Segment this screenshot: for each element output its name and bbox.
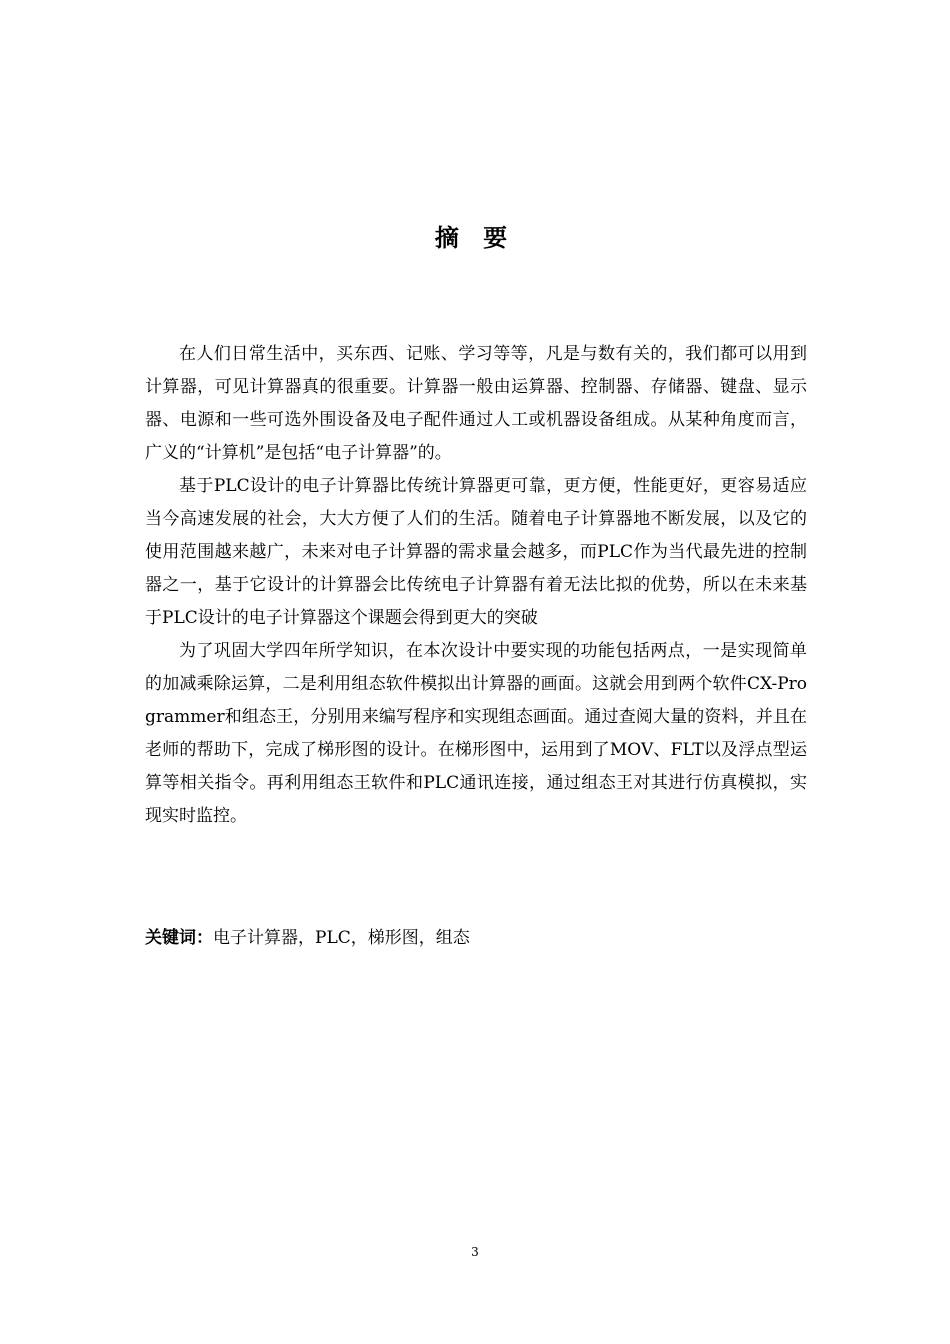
keywords-line bbox=[145, 922, 807, 955]
page-number: 3 bbox=[471, 1245, 479, 1259]
keywords-list: 电子计算器，PLC，梯形图，组态 bbox=[213, 928, 470, 948]
abstract-paragraph-1: 在人们日常生活中，买东西、记账、学习等等，凡是与数有关的，我们都可以用到计算器，可见计算器真的很重要。计算器一般由运算器、控制器、存储器、键盘、显示器、电源和一些可选外围设备及电子配件通过人工或机器设备组成。从某种角度而言，广义的“计算机”是包括“电子计算器”的。 bbox=[145, 344, 807, 463]
abstract-body bbox=[145, 338, 807, 833]
abstract-paragraph-3: 为了巩固大学四年所学知识，在本次设计中要实现的功能包括两点，一是实现简单的加减乘除运算，二是利用组态软件模拟出计算器的画面。这就会用到两个软件CX-Programmer和组态王，分别用来编写程序和实现组态画面。通过查阅大量的资料，并且在老师的帮助下，完成了梯形图的设计。在梯形图中，运用到了MOV、FLT以及浮点型运算等相关指令。再利用组态王软件和PLC通讯连接，通过组态王对其进行仿真模拟，实现实时监控。 bbox=[145, 641, 807, 826]
keywords-label: 关键词： bbox=[145, 928, 213, 948]
abstract-title: 摘 要 bbox=[434, 224, 516, 252]
abstract-paragraph-2: 基于PLC设计的电子计算器比传统计算器更可靠，更方便，性能更好，更容易适应当今高速发展的社会，大大方便了人们的生活。随着电子计算器地不断发展，以及它的使用范围越来越广，未来对电子计算器的需求量会越多，而PLC作为当代最先进的控制器之一，基于它设计的计算器会比传统电子计算器有着无法比拟的优势，所以在未来基于PLC设计的电子计算器这个课题会得到更大的突破 bbox=[145, 476, 807, 628]
